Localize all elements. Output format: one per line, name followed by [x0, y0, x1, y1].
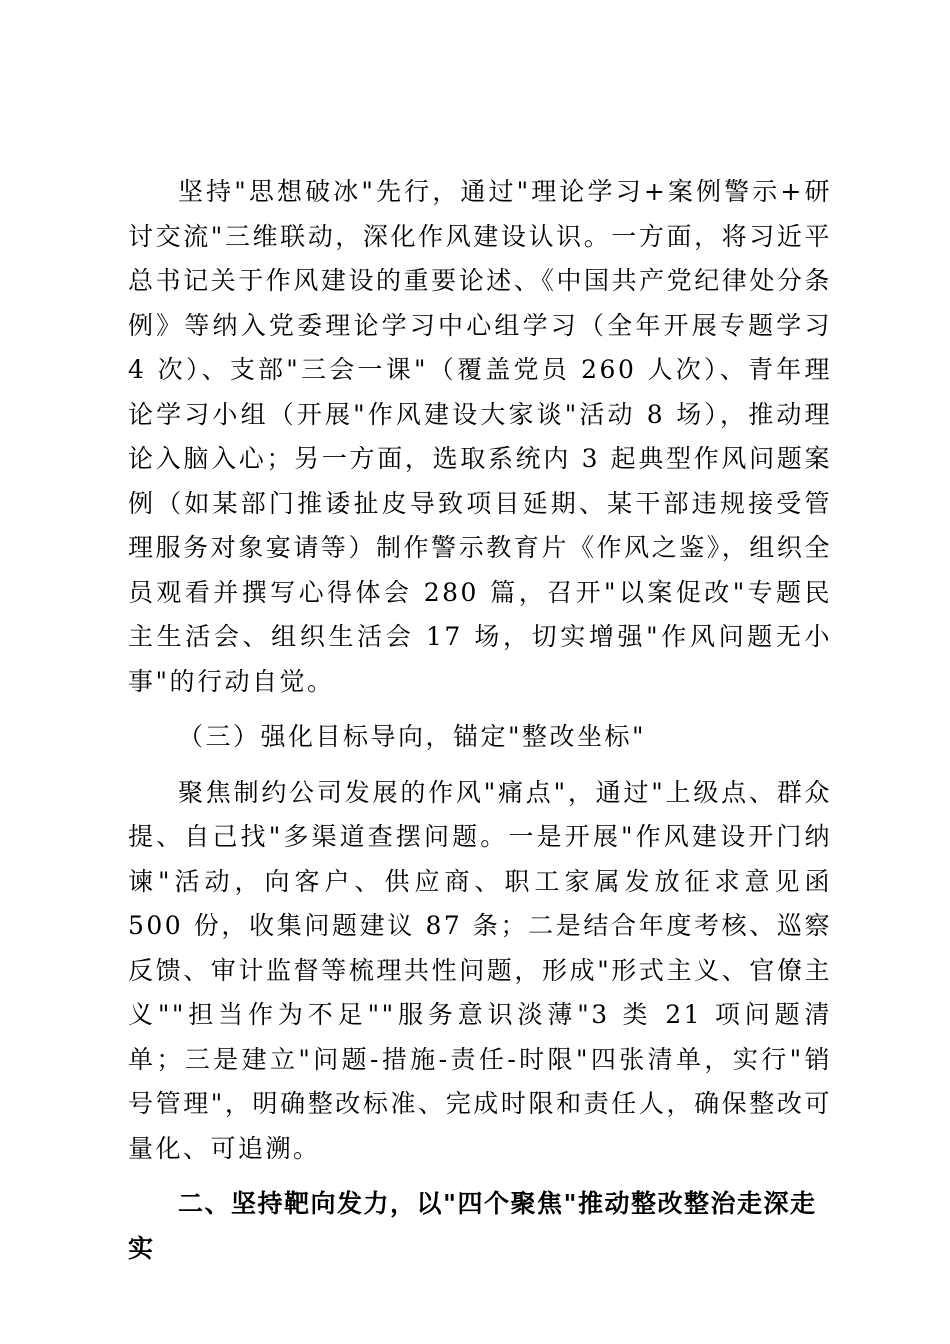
- paragraph-ideological-study: 坚持"思想破冰"先行，通过"理论学习+案例警示+研讨交流"三维联动，深化作风建设认识。一方面，将习近平总书记关于作风建设的重要论述、《中国共产党纪律处分条例》等纳入党委理论学习中心组学习（全年开展专题学习 4 次）、支部"三会一课"（覆盖党员 260 人次）、青年理论学习小组（开展"作风建设大家谈"活动 8 场），推动理论入脑入心；另一方面，选取系统内 3 起典型作风问题案例（如某部门推诿扯皮导致项目延期、某干部违规接受管理服务对象宴请等）制作警示教育片《作风之鉴》，组织全员观看并撰写心得体会 280 篇，召开"以案促改"专题民主生活会、组织生活会 17 场，切实增强"作风问题无小事"的行动自觉。: [128, 177, 832, 696]
- document-body: [128, 170, 832, 1271]
- subheading-target-orientation: （三）强化目标导向，锚定"整改坐标": [178, 722, 646, 751]
- section-heading-two: 二、坚持靶向发力，以"四个聚焦"推动整改整治走深走实: [128, 1189, 817, 1263]
- paragraph-problem-finding: 聚焦制约公司发展的作风"痛点"，通过"上级点、群众提、自己找"多渠道查摆问题。一是开展"作风建设开门纳谏"活动，向客户、供应商、职工家属发放征求意见函 500 份，收集问题建议 87 条；二是结合年度考核、巡察反馈、审计监督等梳理共性问题，形成"形式主义、官僚主义""担当作为不足""服务意识淡薄"3 类 21 项问题清单；三是建立"问题-措施-责任-时限"四张清单，实行"销号管理"，明确整改标准、完成时限和责任人，确保整改可量化、可追溯。: [128, 777, 832, 1163]
